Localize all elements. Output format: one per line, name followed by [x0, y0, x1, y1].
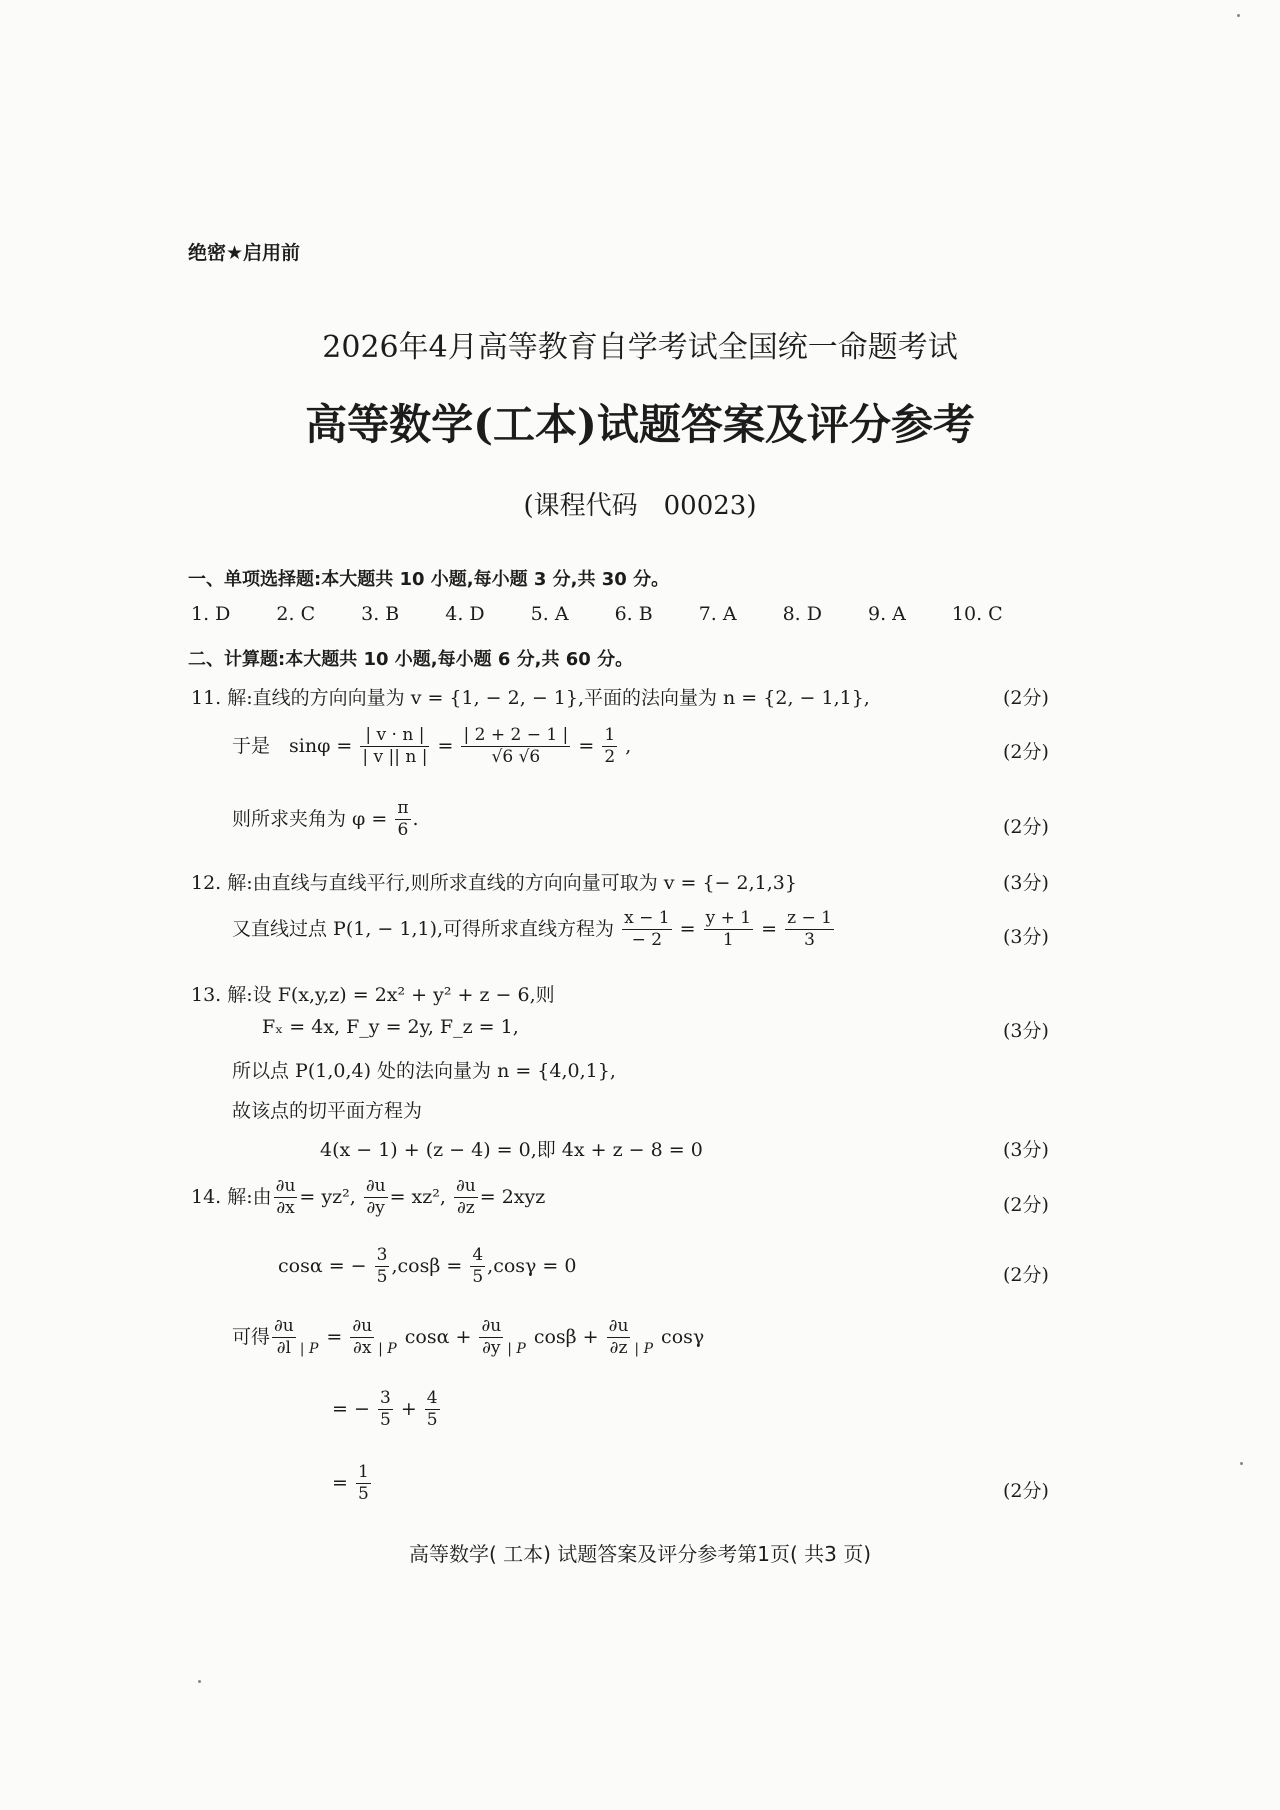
main-title: 高等数学(工本)试题答案及评分参考 — [305, 400, 975, 449]
q14-directional-derivative: 可得 $\frac{\partial u}{\partial l}$ | P = $\frac{\partial u}{\partial x}$ | P cosα + $\frac{\partial u}{\partial y}$ | P cosβ + $\frac{\partial u}{\partial z}$ | P cosγ — [232, 1316, 705, 1359]
answer-item: 9. A — [868, 603, 906, 625]
answer-item: 10. C — [951, 603, 1003, 625]
fraction: $\frac{3}{5}$ — [379, 1388, 391, 1431]
page-footer: 高等数学( 工本) 试题答案及评分参考第1页( 共3 页) — [408, 1542, 872, 1566]
fraction: $\frac{z - 1}{3}$ — [787, 908, 832, 951]
q14-result: = $\frac{1}{5}$ — [332, 1462, 369, 1505]
answer-item: 2. C — [276, 603, 316, 625]
exam-title: 2026年4月高等教育自学考试全国统一命题考试 — [322, 330, 958, 365]
q13-tangent-plane: 4(x − 1) + (z − 4) = 0,即 4x + z − 8 = 0 — [320, 1139, 703, 1161]
q14-step2: = − $\frac{3}{5}$ + $\frac{4}{5}$ — [332, 1388, 438, 1431]
q14-partials: 14. 解:由 $\frac{\partial u}{\partial x}$ = yz², $\frac{\partial u}{\partial y}$ = xz², $\frac{\partial u}{\partial z}$ = 2xyz — [191, 1176, 546, 1219]
q13-partials: Fₓ = 4x, F_y = 2y, F_z = 1, — [262, 1016, 519, 1038]
q14-direction-cosines: cosα = − $\frac{3}{5}$ ,cosβ = $\frac{4}{5}$ ,cosγ = 0 — [278, 1245, 577, 1288]
fraction: $\frac{\partial u}{\partial y}$ — [365, 1176, 386, 1219]
answer-item: 1. D — [191, 603, 231, 625]
q11-line1: 11. 解:直线的方向向量为 v = {1, − 2, − 1},平面的法向量为 n = {2, − 1,1}, — [191, 687, 870, 709]
answer-item: 7. A — [698, 603, 737, 625]
score-label: (3分) — [1003, 1139, 1049, 1161]
score-label: (2分) — [1003, 687, 1049, 709]
answer-item: 8. D — [782, 603, 822, 625]
section1-heading: 一、单项选择题:本大题共 10 小题,每小题 3 分,共 30 分。 — [188, 569, 670, 590]
answer-item: 5. A — [530, 603, 569, 625]
score-label: (3分) — [1003, 1020, 1049, 1042]
score-label: (2分) — [1003, 741, 1049, 763]
q13-normal-vector: 所以点 P(1,0,4) 处的法向量为 n = {4,0,1}, — [232, 1060, 616, 1082]
score-label: (2分) — [1003, 1480, 1049, 1502]
answer-item: 4. D — [445, 603, 485, 625]
fraction: $\frac{\pi}{6}$ — [397, 798, 409, 841]
secret-mark: 绝密★启用前 — [188, 242, 301, 264]
fraction: $\frac{\partial u}{\partial l}$ — [274, 1316, 294, 1359]
fraction: $\frac{\partial u}{\partial y}$ — [481, 1316, 502, 1359]
q13-line4: 故该点的切平面方程为 — [232, 1100, 423, 1122]
fraction: $\frac{| 2 + 2 - 1 |}{√6 √6}$ — [463, 725, 569, 768]
fraction: $\frac{\partial u}{\partial z}$ — [608, 1316, 629, 1359]
scan-speck — [198, 1680, 201, 1683]
fraction: $\frac{4}{5}$ — [472, 1245, 484, 1288]
fraction: $\frac{x - 1}{- 2}$ — [624, 908, 670, 951]
fraction: $\frac{y + 1}{1}$ — [705, 908, 752, 951]
fraction: $\frac{\partial u}{\partial x}$ — [275, 1176, 296, 1219]
score-label: (3分) — [1003, 872, 1049, 894]
fraction: $\frac{1}{5}$ — [357, 1462, 369, 1505]
fraction: $\frac{\partial u}{\partial x}$ — [352, 1316, 373, 1359]
scan-speck — [1240, 1462, 1243, 1465]
fraction: $\frac{1}{2}$ — [604, 725, 616, 768]
q11-angle: 则所求夹角为 φ = $\frac{\pi}{6}$ . — [232, 798, 419, 841]
q12-line-equation: 又直线过点 P(1, − 1,1),可得所求直线方程为 $\frac{x - 1}{- 2}$ = $\frac{y + 1}{1}$ = $\frac{z - 1}{3}$ — [232, 908, 832, 951]
scan-speck — [1237, 14, 1240, 17]
q13-line1: 13. 解:设 F(x,y,z) = 2x² + y² + z − 6,则 — [191, 984, 555, 1006]
score-label: (2分) — [1003, 816, 1049, 838]
q12-line1: 12. 解:由直线与直线平行,则所求直线的方向向量可取为 v = {− 2,1,3} — [191, 872, 797, 894]
score-label: (2分) — [1003, 1264, 1049, 1286]
score-label: (3分) — [1003, 926, 1049, 948]
fraction: $\frac{\partial u}{\partial z}$ — [455, 1176, 476, 1219]
fraction: $\frac{4}{5}$ — [426, 1388, 438, 1431]
fraction: $\frac{3}{5}$ — [376, 1245, 388, 1288]
score-label: (2分) — [1003, 1194, 1049, 1216]
answer-item: 6. B — [614, 603, 653, 625]
answer-item: 3. B — [361, 603, 400, 625]
course-code: (课程代码 00023) — [523, 491, 757, 521]
section2-heading: 二、计算题:本大题共 10 小题,每小题 6 分,共 60 分。 — [188, 649, 634, 670]
fraction: $\frac{| v \cdot n |}{| v || n |}$ — [362, 725, 428, 768]
q11-sin-formula: 于是 sinφ = $\frac{| v \cdot n |}{| v || n |}$ = $\frac{| 2 + 2 - 1 |}{√6 √6}$ = $\frac{1}{2}$ , — [232, 725, 632, 768]
choice-answer-list — [191, 603, 1049, 625]
